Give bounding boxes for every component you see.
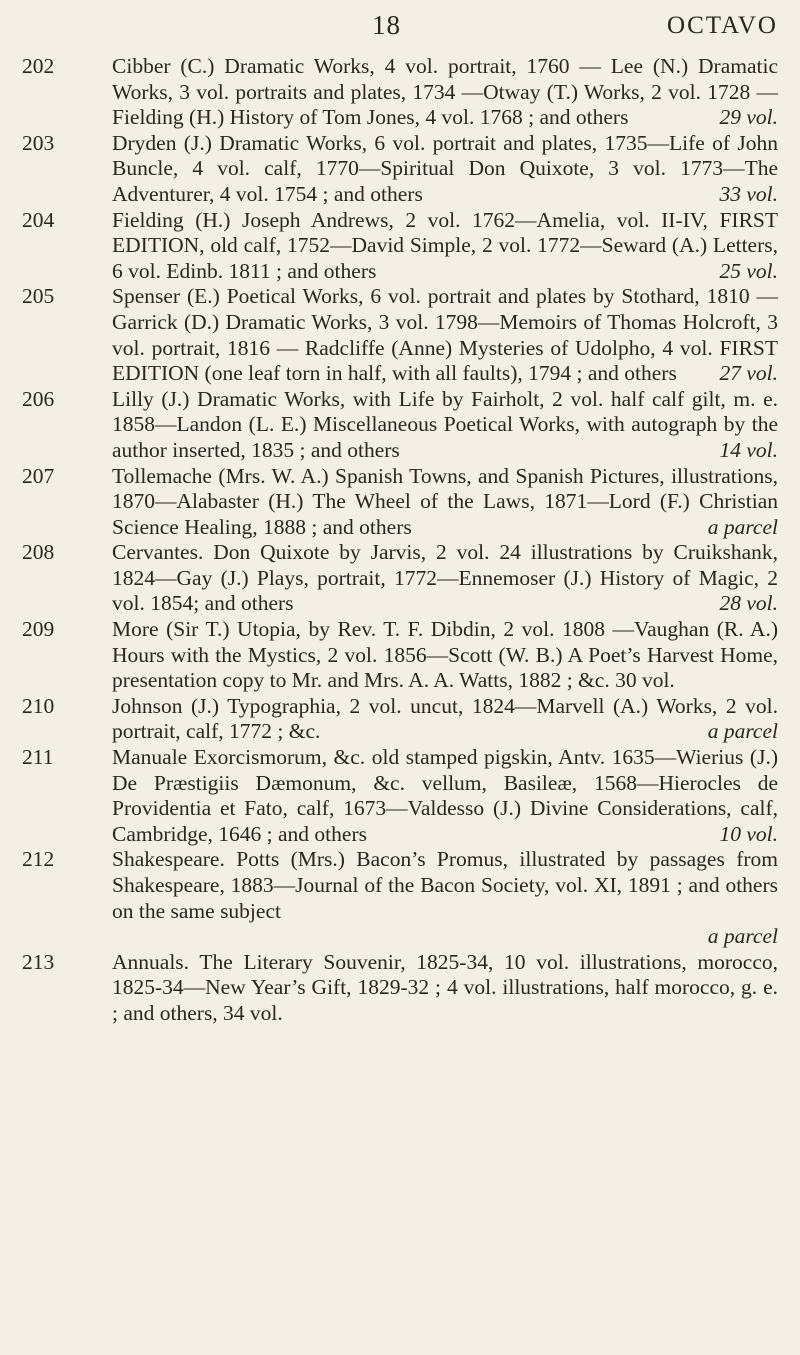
- lot-entry: [0, 745, 800, 847]
- lot-quantity: 14 vol.: [719, 437, 778, 462]
- lot-description: Cibber (C.) Dramatic Works, 4 vol. portrait, 1760 — Lee (N.) Dramatic Works, 3 vol. portraits and plates, 1734 —Otway (T.) Works, 2 vol. 1728 — Fielding (H.) History of Tom Jones, 4 vol. 1768 ; and others: [112, 54, 778, 130]
- section-title: OCTAVO: [667, 12, 778, 39]
- lot-quantity: 33 vol.: [719, 181, 778, 206]
- lot-number: 206: [22, 386, 55, 411]
- lot-number: 209: [22, 617, 55, 642]
- lot-quantity: a parcel: [707, 719, 778, 744]
- lot-description: Johnson (J.) Typographia, 2 vol. uncut, 1824—Marvell (A.) Works, 2 vol. portrait, calf, 1772 ; &c.: [112, 693, 778, 744]
- lot-entry: [0, 847, 800, 949]
- page-number: 18: [372, 10, 401, 40]
- lot-quantity: 29 vol.: [719, 105, 778, 130]
- lot-quantity: 28 vol.: [719, 591, 778, 616]
- lot-entry: [0, 617, 800, 694]
- lot-quantity: 10 vol.: [719, 821, 778, 846]
- lot-number: 210: [22, 693, 55, 718]
- lot-entry: [0, 950, 800, 1027]
- lot-description: More (Sir T.) Utopia, by Rev. T. F. Dibdin, 2 vol. 1808 —Vaughan (R. A.) Hours with the Mystics, 2 vol. 1856—Scott (W. B.) A Poet’s Harvest Home, presentation copy to Mr. and Mrs. A. A. Watts, 1882 ; &c. 30 vol.: [112, 617, 778, 693]
- lot-entry: [0, 131, 800, 208]
- page-header: [0, 10, 800, 50]
- lot-number: 212: [22, 847, 55, 872]
- lot-number: 213: [22, 949, 55, 974]
- lot-quantity: 25 vol.: [719, 258, 778, 283]
- lot-entry: [0, 540, 800, 617]
- lot-number: 204: [22, 207, 55, 232]
- lot-description: Cervantes. Don Quixote by Jarvis, 2 vol. 24 illustrations by Cruikshank, 1824—Gay (J.) Plays, portrait, 1772—Ennemoser (J.) History of Magic, 2 vol. 1854; and others: [112, 540, 778, 616]
- lot-entry: [0, 387, 800, 464]
- lot-number: 207: [22, 463, 55, 488]
- lot-entry: [0, 54, 800, 131]
- lot-description: Spenser (E.) Poetical Works, 6 vol. portrait and plates by Stothard, 1810 — Garrick (D.) Dramatic Works, 3 vol. 1798—Memoirs of Thomas Holcroft, 3 vol. portrait, 1816 — Radcliffe (Anne) Mysteries of Udolpho, 4 vol. FIRST EDITION (one leaf torn in half, with all faults), 1794 ; and others: [112, 284, 778, 386]
- lot-list: [0, 54, 800, 1027]
- lot-description: Manuale Exorcismorum, &c. old stamped pigskin, Antv. 1635—Wierius (J.) De Præstigiis Dæmonum, &c. vellum, Basileæ, 1568—Hierocles de Providentia et Fato, calf, 1673—Valdesso (J.) Divine Considerations, calf, Cambridge, 1646 ; and others: [112, 745, 778, 846]
- lot-number: 211: [22, 745, 54, 770]
- lot-description: Fielding (H.) Joseph Andrews, 2 vol. 1762—Amelia, vol. II-IV, FIRST EDITION, old calf, 1752—David Simple, 2 vol. 1772—Seward (A.) Letters, 6 vol. Edinb. 1811 ; and others: [112, 207, 778, 283]
- lot-entry: [0, 208, 800, 285]
- lot-description: Tollemache (Mrs. W. A.) Spanish Towns, and Spanish Pictures, illustrations, 1870—Alabaster (H.) The Wheel of the Laws, 1871—Lord (F.) Christian Science Healing, 1888 ; and others: [112, 463, 778, 539]
- lot-number: 208: [22, 540, 55, 565]
- lot-quantity: 27 vol.: [719, 361, 778, 386]
- lot-number: 203: [22, 130, 55, 155]
- lot-description: Lilly (J.) Dramatic Works, with Life by Fairholt, 2 vol. half calf gilt, m. e. 1858—Landon (L. E.) Miscellaneous Poetical Works, with autograph by the author inserted, 1835 ; and others: [112, 386, 778, 462]
- lot-description: Annuals. The Literary Souvenir, 1825-34, 10 vol. illustrations, morocco, 1825-34—New Year’s Gift, 1829-32 ; 4 vol. illustrations, half morocco, g. e. ; and others, 34 vol.: [112, 949, 778, 1025]
- lot-entry: [0, 694, 800, 745]
- lot-description: Dryden (J.) Dramatic Works, 6 vol. portrait and plates, 1735—Life of John Buncle, 4 vol. calf, 1770—Spiritual Don Quixote, 3 vol. 1773—The Adventurer, 4 vol. 1754 ; and others: [112, 130, 778, 206]
- lot-entry: [0, 464, 800, 541]
- lot-quantity: a parcel: [707, 514, 778, 539]
- lot-number: 202: [22, 54, 55, 78]
- lot-entry: [0, 284, 800, 386]
- lot-quantity: a parcel: [707, 924, 778, 949]
- lot-description: Shakespeare. Potts (Mrs.) Bacon’s Promus, illustrated by passages from Shakespeare, 1883—Journal of the Bacon Society, vol. XI, 1891 ; and others on the same subject: [112, 847, 778, 923]
- lot-number: 205: [22, 284, 55, 309]
